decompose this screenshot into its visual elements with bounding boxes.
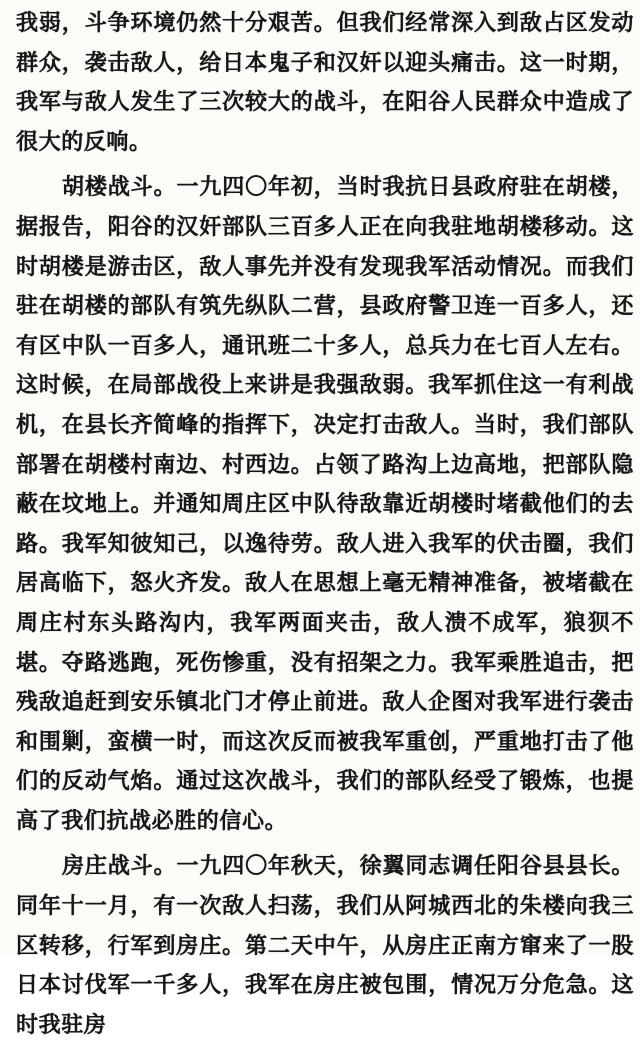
paragraph-hulou-battle: 胡楼战斗。一九四〇年初，当时我抗日县政府驻在胡楼，据报告，阳谷的汉奸部队三百多人正在向我驻地胡楼移动。这时胡楼是游击区，敌人事先并没有发现我军活动情况。而我们驻在胡楼的部队有筑先纵队二营，县政府警卫连一百多人，还有区中队一百多人，通讯班二十多人，总兵力在七百人左右。这时候，在局部战役上来讲是我强敌弱。我军抓住这一有利战机，在县长齐简峰的指挥下，决定打击敌人。当时，我们部队部署在胡楼村南边、村西边。占领了路沟上边高地，把部队隐蔽在坟地上。并通知周庄区中队待敌靠近胡楼时堵截他们的去路。我军知彼知己，以逸待劳。敌人进入我军的伏击圈，我们居高临下，怒火齐发。敌人在思想上毫无精神准备，被堵截在周庄村东头路沟内，我军两面夹击，敌人溃不成军，狼狈不堪。夺路逃跑，死伤惨重，没有招架之力。我军乘胜追击，把残敌追赶到安乐镇北门才停止前进。敌人企图对我军进行袭击和围剿，蛮横一时，而这次反而被我军重创，严重地打击了他们的反动气焰。通过这次战斗，我们的部队经受了锻炼，也提高了我们抗战必胜的信心。 <box>16 174 634 834</box>
paragraph-fangzhuang-battle: 房庄战斗。一九四〇年秋天，徐翼同志调任阳谷县县长。同年十一月，有一次敌人扫荡，我们从阿城西北的朱楼向我三区转移，行军到房庄。第二天中午，从房庄正南方窜来了一股日本讨伐军一千多人，我军在房庄被包围，情况万分危急。这时我驻房 <box>16 853 634 1038</box>
paragraph-intro: 我弱，斗争环境仍然十分艰苦。但我们经常深入到敌占区发动群众，袭击敌人，给日本鬼子和汉奸以迎头痛击。这一时期，我军与敌人发生了三次较大的战斗，在阳谷人民群众中造成了很大的反响。 <box>16 10 634 155</box>
